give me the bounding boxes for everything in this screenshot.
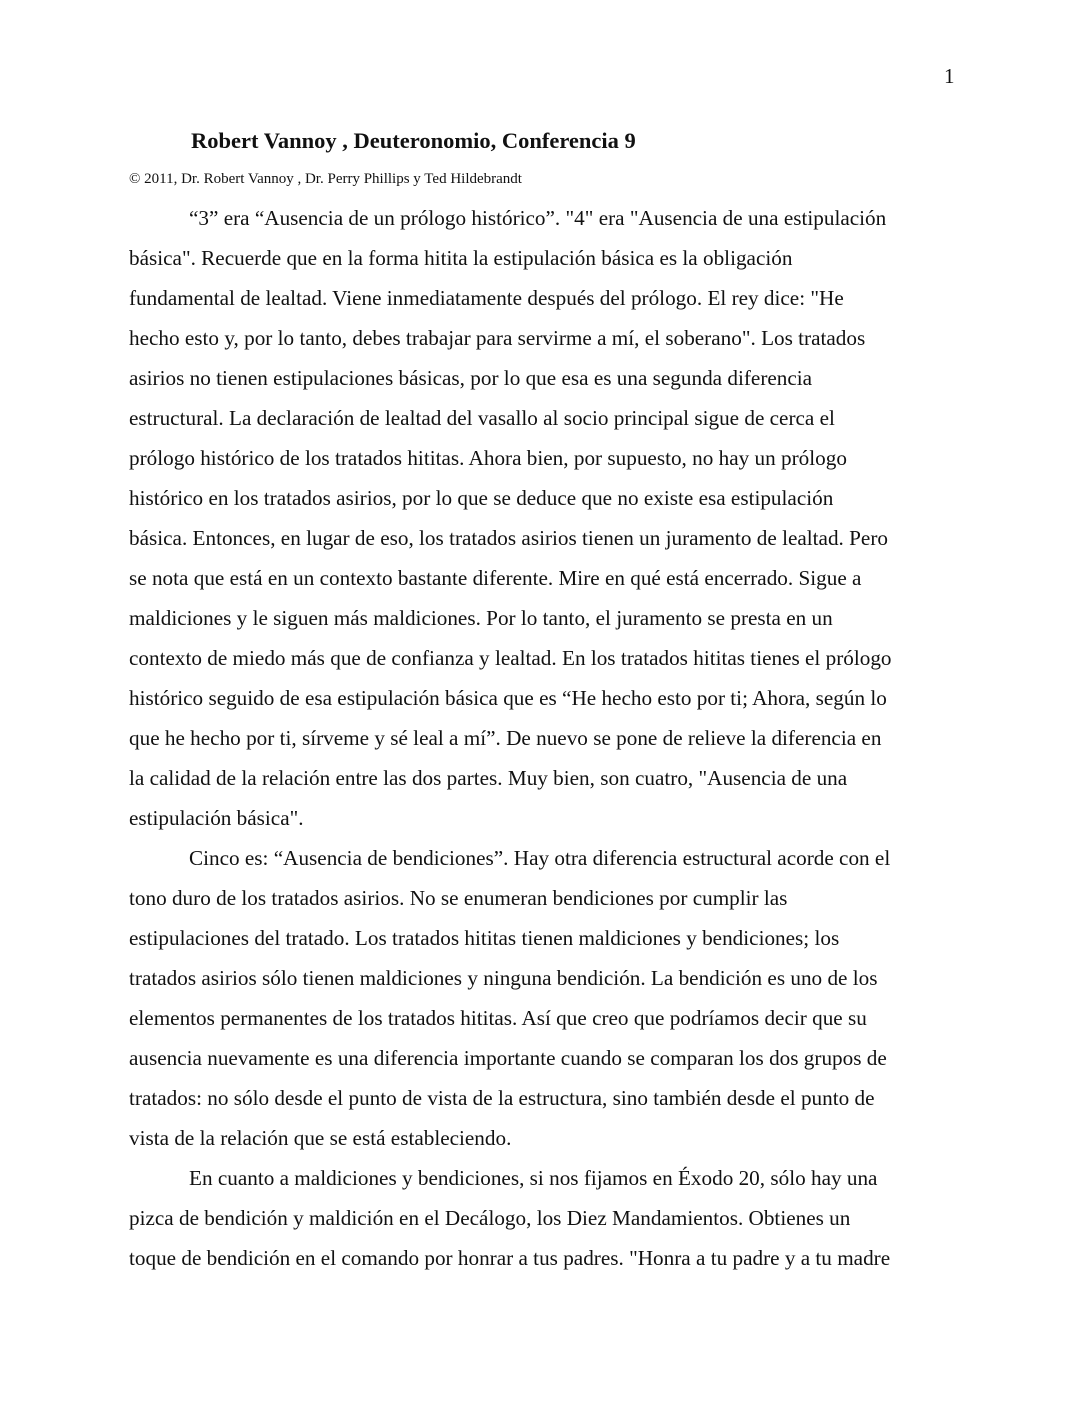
text-line: que he hecho por ti, sírveme y sé leal a mí”. De nuevo se pone de relieve la diferencia en (129, 726, 882, 750)
text-line: tono duro de los tratados asirios. No se enumeran bendiciones por cumplir las (129, 886, 788, 910)
text-line: se nota que está en un contexto bastante diferente. Mire en qué está encerrado. Sigue a (129, 566, 862, 590)
text-line: En cuanto a maldiciones y bendiciones, si nos fijamos en Éxodo 20, sólo hay una (189, 1166, 878, 1190)
text-line: histórico seguido de esa estipulación básica que es “He hecho esto por ti; Ahora, según lo (129, 686, 887, 710)
text-line: pizca de bendición y maldición en el Decálogo, los Diez Mandamientos. Obtienes un (129, 1206, 851, 1230)
text-line: contexto de miedo más que de confianza y lealtad. En los tratados hititas tienes el prólogo (129, 646, 892, 670)
text-line: hecho esto y, por lo tanto, debes trabajar para servirme a mí, el soberano". Los tratados (129, 326, 866, 350)
text-line: estipulaciones del tratado. Los tratados hititas tienen maldiciones y bendiciones; los (129, 926, 840, 950)
text-line: básica. Entonces, en lugar de eso, los tratados asirios tienen un juramento de lealtad. Pero (129, 526, 888, 550)
text-line: elementos permanentes de los tratados hititas. Así que creo que podríamos decir que su (129, 1006, 867, 1030)
body-text (129, 198, 962, 1278)
text-line: prólogo histórico de los tratados hititas. Ahora bien, por supuesto, no hay un prólogo (129, 446, 847, 470)
text-line: toque de bendición en el comando por honrar a tus padres. "Honra a tu padre y a tu madre (129, 1246, 891, 1270)
text-line: tratados asirios sólo tienen maldiciones y ninguna bendición. La bendición es uno de los (129, 966, 878, 990)
text-line: básica". Recuerde que en la forma hitita la estipulación básica es la obligación (129, 246, 793, 270)
text-line: asirios no tienen estipulaciones básicas, por lo que esa es una segunda diferencia (129, 366, 813, 390)
text-line: fundamental de lealtad. Viene inmediatamente después del prólogo. El rey dice: "He (129, 286, 844, 310)
text-line: maldiciones y le siguen más maldiciones. Por lo tanto, el juramento se presta en un (129, 606, 833, 630)
text-line: la calidad de la relación entre las dos partes. Muy bien, son cuatro, "Ausencia de una (129, 766, 848, 790)
text-line: histórico en los tratados asirios, por lo que se deduce que no existe esa estipulación (129, 486, 834, 510)
text-line: vista de la relación que se está estableciendo. (129, 1126, 512, 1150)
text-line: estructural. La declaración de lealtad del vasallo al socio principal sigue de cerca el (129, 406, 835, 430)
text-line: Cinco es: “Ausencia de bendiciones”. Hay otra diferencia estructural acorde con el (189, 846, 891, 870)
text-line: ausencia nuevamente es una diferencia importante cuando se comparan los dos grupos de (129, 1046, 887, 1070)
text-line: “3” era “Ausencia de un prólogo histórico”. "4" era "Ausencia de una estipulación (189, 206, 887, 230)
document-title: Robert Vannoy , Deuteronomio, Conferencia 9 (191, 128, 636, 153)
text-line: estipulación básica". (129, 806, 304, 830)
page-number: 1 (944, 64, 955, 88)
text-line: tratados: no sólo desde el punto de vista de la estructura, sino también desde el punto de (129, 1086, 875, 1110)
copyright-line: © 2011, Dr. Robert Vannoy , Dr. Perry Phillips y Ted Hildebrandt (129, 171, 522, 187)
